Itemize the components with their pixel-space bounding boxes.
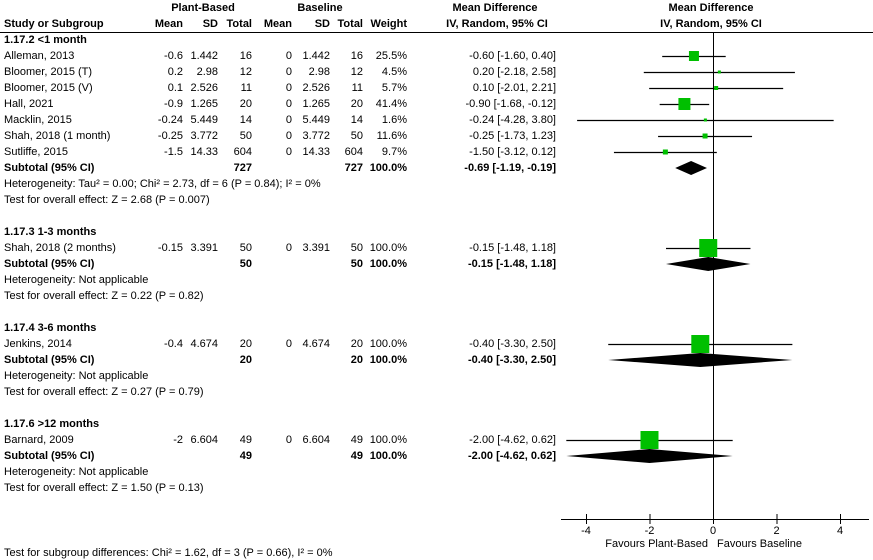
baseline-sd-cell: 1.442 [302, 50, 330, 62]
weight-cell: 4.5% [381, 66, 407, 78]
baseline-sd-cell: 2.98 [308, 66, 330, 78]
baseline-sd-cell: 1.265 [302, 98, 330, 110]
plant-sd-cell: 3.391 [190, 242, 218, 254]
baseline-sd-cell: 14.33 [302, 146, 330, 158]
plant-total-cell: 50 [239, 258, 252, 270]
plant-total-cell: 727 [233, 162, 252, 174]
baseline-total-cell: 50 [350, 242, 363, 254]
study-row [0, 128, 556, 144]
baseline-mean-column-header: Mean [263, 18, 292, 30]
plant-sd-cell: 14.33 [190, 146, 218, 158]
effect-square [703, 134, 708, 139]
baseline-mean-cell: 0 [285, 146, 292, 158]
group-title: 1.17.3 1-3 months [4, 226, 97, 238]
ci-cell: 0.20 [-2.18, 2.58] [472, 66, 556, 78]
weight-cell: 9.7% [381, 146, 407, 158]
weight-column-header: Weight [370, 18, 407, 30]
baseline-mean-cell: 0 [285, 338, 292, 350]
ci-cell: -0.24 [-4.28, 3.80] [469, 114, 556, 126]
plant-total-cell: 20 [239, 338, 252, 350]
plant-sd-cell: 3.772 [190, 130, 218, 142]
x-axis-tick-label: -2 [644, 525, 655, 537]
baseline-sd-cell: 2.526 [302, 82, 330, 94]
plant-sd-column-header: SD [202, 18, 218, 30]
baseline-total-cell: 604 [344, 146, 363, 158]
mean-difference-column-header: Mean Difference [452, 2, 538, 14]
baseline-sd-cell: 4.674 [302, 338, 330, 350]
plant-mean-cell: -0.24 [157, 114, 183, 126]
baseline-total-cell: 20 [350, 98, 363, 110]
plant-mean-cell: 0.1 [167, 82, 183, 94]
ci-cell: -0.40 [-3.30, 2.50] [469, 338, 556, 350]
overall-effect-note: Test for overall effect: Z = 0.27 (P = 0.79) [4, 386, 204, 398]
baseline-total-cell: 727 [344, 162, 363, 174]
baseline-mean-cell: 0 [285, 50, 292, 62]
plant-total-cell: 14 [239, 114, 252, 126]
weight-cell: 100.0% [369, 338, 407, 350]
baseline-mean-cell: 0 [285, 114, 292, 126]
baseline-total-cell: 20 [350, 338, 363, 350]
study-label: Subtotal (95% CI) [4, 450, 95, 462]
plant-total-cell: 49 [239, 450, 252, 462]
subtotal-row [0, 352, 556, 368]
baseline-mean-cell: 0 [285, 130, 292, 142]
plant-total-cell: 16 [239, 50, 252, 62]
subtotal-diamond [608, 353, 792, 367]
plant-sd-cell: 6.604 [190, 434, 218, 446]
baseline-sd-cell: 3.772 [302, 130, 330, 142]
effect-square [689, 51, 699, 61]
overall-effect-note: Test for overall effect: Z = 1.50 (P = 0.13) [4, 482, 204, 494]
weight-cell: 100.0% [369, 450, 407, 462]
plant-total-cell: 11 [240, 82, 252, 94]
weight-cell: 100.0% [369, 162, 407, 174]
baseline-group-header: Baseline [297, 2, 343, 14]
weight-cell: 5.7% [381, 82, 407, 94]
weight-cell: 100.0% [369, 354, 407, 366]
plant-mean-cell: -1.5 [164, 146, 183, 158]
plant-mean-cell: -2 [173, 434, 183, 446]
baseline-total-cell: 14 [350, 114, 363, 126]
study-label: Macklin, 2015 [4, 114, 72, 126]
plant-total-column-header: Total [226, 18, 252, 30]
baseline-total-cell: 20 [350, 354, 363, 366]
baseline-total-cell: 50 [350, 130, 363, 142]
x-axis-tick-label: -4 [581, 525, 591, 537]
study-column-header: Study or Subgroup [4, 18, 104, 30]
ci-cell: -1.50 [-3.12, 0.12] [469, 146, 556, 158]
overall-effect-note: Test for overall effect: Z = 0.22 (P = 0.82) [4, 290, 204, 302]
study-label: Subtotal (95% CI) [4, 354, 95, 366]
baseline-mean-cell: 0 [285, 98, 292, 110]
plant-mean-cell: -0.9 [164, 98, 183, 110]
x-axis-tick-label: 2 [773, 525, 780, 537]
effect-square [641, 431, 659, 449]
study-label: Bloomer, 2015 (T) [4, 66, 93, 78]
subtotal-row [0, 448, 556, 464]
study-row [0, 80, 556, 96]
plant-total-cell: 20 [239, 98, 252, 110]
subgroup-difference-test: Test for subgroup differences: Chi² = 1.62, df = 3 (P = 0.66), I² = 0% [4, 547, 333, 559]
plant-sd-cell: 2.98 [196, 66, 218, 78]
weight-cell: 25.5% [375, 50, 407, 62]
ci-cell: -0.15 [-1.48, 1.18] [469, 242, 556, 254]
study-label: Hall, 2021 [4, 98, 54, 110]
effect-square [678, 98, 690, 110]
baseline-total-cell: 50 [350, 258, 363, 270]
effect-square [718, 71, 721, 74]
weight-cell: 100.0% [369, 258, 407, 270]
group-title: 1.17.4 3-6 months [4, 322, 97, 334]
ci-cell: -0.40 [-3.30, 2.50] [467, 354, 556, 366]
plant-mean-cell: -0.4 [164, 338, 183, 350]
x-axis-tick-label: 0 [709, 525, 717, 537]
baseline-mean-cell: 0 [285, 82, 292, 94]
iv-random-ci-plot-header: IV, Random, 95% CI [660, 18, 762, 30]
effect-square [714, 86, 718, 90]
heterogeneity-note: Heterogeneity: Not applicable [4, 370, 149, 382]
baseline-total-cell: 11 [351, 82, 363, 94]
plant-sd-cell: 4.674 [190, 338, 218, 350]
weight-cell: 100.0% [369, 242, 407, 254]
study-label: Alleman, 2013 [4, 50, 75, 62]
study-row [0, 336, 556, 352]
plant-mean-cell: -0.6 [164, 50, 183, 62]
heterogeneity-note: Heterogeneity: Not applicable [4, 274, 149, 286]
plant-mean-cell: -0.25 [157, 130, 183, 142]
study-label: Barnard, 2009 [4, 434, 74, 446]
plant-mean-cell: -0.15 [157, 242, 183, 254]
favours-right-label: Favours Baseline [717, 538, 802, 550]
study-row [0, 64, 556, 80]
study-row [0, 112, 556, 128]
mean-difference-plot-header: Mean Difference [668, 2, 754, 14]
ci-cell: -2.00 [-4.62, 0.62] [467, 450, 556, 462]
weight-cell: 100.0% [369, 434, 407, 446]
overall-effect-note: Test for overall effect: Z = 2.68 (P = 0.007) [4, 194, 210, 206]
ci-cell: -0.69 [-1.19, -0.19] [464, 162, 556, 174]
study-label: Subtotal (95% CI) [4, 162, 95, 174]
plant-sd-cell: 1.442 [190, 50, 218, 62]
baseline-total-cell: 16 [350, 50, 363, 62]
iv-random-ci-column-header: IV, Random, 95% CI [446, 18, 548, 30]
effect-square [704, 119, 707, 122]
study-row [0, 48, 556, 64]
subtotal-row [0, 256, 556, 272]
ci-cell: -0.90 [-1.68, -0.12] [465, 98, 556, 110]
study-row [0, 144, 556, 160]
group-title: 1.17.2 <1 month [4, 34, 87, 46]
effect-square [691, 335, 709, 353]
study-row [0, 432, 556, 448]
study-label: Jenkins, 2014 [4, 338, 72, 350]
subtotal-diamond [566, 449, 732, 463]
plant-sd-cell: 1.265 [190, 98, 218, 110]
plant-sd-cell: 5.449 [190, 114, 218, 126]
ci-cell: -0.60 [-1.60, 0.40] [469, 50, 556, 62]
study-label: Bloomer, 2015 (V) [4, 82, 93, 94]
baseline-total-column-header: Total [337, 18, 363, 30]
plant-mean-cell: 0.2 [167, 66, 183, 78]
baseline-sd-cell: 6.604 [302, 434, 330, 446]
baseline-total-cell: 49 [350, 450, 363, 462]
effect-square [699, 239, 717, 257]
plant-total-cell: 50 [239, 242, 252, 254]
baseline-sd-column-header: SD [314, 18, 330, 30]
study-row [0, 240, 556, 256]
subtotal-diamond [666, 257, 750, 271]
subtotal-diamond [675, 161, 707, 175]
baseline-mean-cell: 0 [285, 66, 292, 78]
x-axis-tick-label: 4 [836, 525, 844, 537]
plant-based-group-header: Plant-Based [171, 2, 235, 14]
plant-total-cell: 12 [239, 66, 252, 78]
baseline-mean-cell: 0 [285, 434, 292, 446]
weight-cell: 1.6% [381, 114, 407, 126]
effect-square [663, 150, 668, 155]
study-row [0, 96, 556, 112]
baseline-total-cell: 12 [350, 66, 363, 78]
study-label: Shah, 2018 (1 month) [4, 130, 111, 142]
group-title: 1.17.6 >12 months [4, 418, 100, 430]
weight-cell: 41.4% [375, 98, 407, 110]
weight-cell: 11.6% [376, 130, 407, 142]
favours-left-label: Favours Plant-Based [605, 538, 708, 550]
baseline-total-cell: 49 [350, 434, 363, 446]
plant-sd-cell: 2.526 [190, 82, 218, 94]
plant-total-cell: 49 [239, 434, 252, 446]
baseline-sd-cell: 3.391 [302, 242, 330, 254]
plant-total-cell: 50 [239, 130, 252, 142]
ci-cell: -2.00 [-4.62, 0.62] [469, 434, 556, 446]
plant-total-cell: 20 [239, 354, 252, 366]
heterogeneity-note: Heterogeneity: Not applicable [4, 466, 149, 478]
study-label: Subtotal (95% CI) [4, 258, 95, 270]
ci-cell: 0.10 [-2.01, 2.21] [472, 82, 556, 94]
ci-cell: -0.25 [-1.73, 1.23] [469, 130, 556, 142]
subtotal-row [0, 160, 556, 176]
plant-total-cell: 604 [233, 146, 252, 158]
study-label: Sutliffe, 2015 [4, 146, 69, 158]
baseline-sd-cell: 5.449 [302, 114, 330, 126]
plant-mean-column-header: Mean [154, 18, 183, 30]
heterogeneity-note: Heterogeneity: Tau² = 0.00; Chi² = 2.73, df = 6 (P = 0.84); I² = 0% [4, 178, 321, 190]
ci-cell: -0.15 [-1.48, 1.18] [467, 258, 556, 270]
study-label: Shah, 2018 (2 months) [4, 242, 116, 254]
baseline-mean-cell: 0 [285, 242, 292, 254]
